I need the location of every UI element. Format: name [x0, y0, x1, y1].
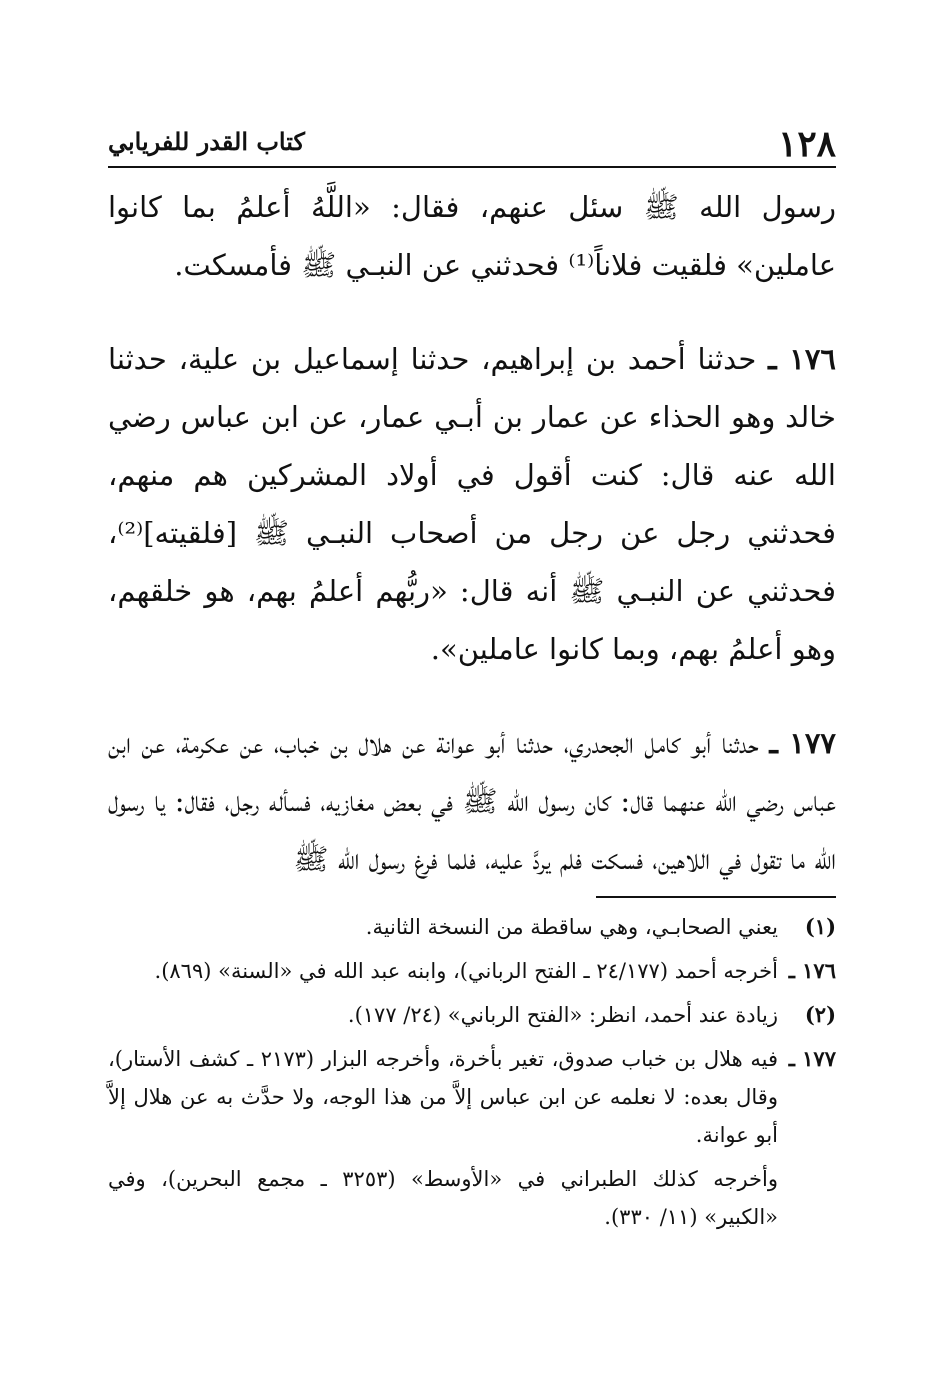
footnote-1 [108, 908, 836, 946]
hadith-number: ١٧٦ ـ [768, 342, 836, 376]
footnote-ref-177 [108, 1040, 836, 1154]
hadith-176 [108, 330, 836, 678]
footnote-continuation: وأخرجه كذلك الطبراني في «الأوسط» (٣٢٥٣ ـ مجمع البحرين)، وفي «الكبير» (١١/ ٣٣٠). [108, 1167, 779, 1229]
hadith-177 [108, 714, 836, 888]
hadith-text: حدثنا أحمد بن إبراهيم، حدثنا إسماعيل بن علية، حدثنا خالد وهو الحذاء عن عمار بن أبـي عمار، عن ابن عباس رضي الله عنه قال: كنت أقول في أولاد المشركين هم منهم، فحدثني رجل عن رجل من أصحاب النبـي ﷺ [فلقيته]⁽²⁾، فحدثني عن النبـي ﷺ أنه قال: «ربُّهم أعلمُ بهم، هو خلقهم، وهو أعلمُ بهم، وبما كانوا عاملين». [108, 342, 836, 666]
footnote-2 [108, 996, 836, 1034]
footnote-text: أخرجه أحمد (٢٤/١٧٧ ـ الفتح الرباني)، وابنه عبد الله في «السنة» (٨٦٩). [154, 959, 778, 983]
footnote-ref-176 [108, 952, 836, 990]
hadith-number: ١٧٧ ـ [769, 726, 837, 760]
footnote-text: يعني الصحابـي، وهي ساقطة من النسخة الثانية. [365, 915, 778, 939]
page-number: ١٢٨ [777, 123, 836, 165]
footnote-label: (١) [804, 914, 836, 939]
main-text [108, 178, 836, 888]
footnote-text: زيادة عند أحمد، انظر: «الفتح الرباني» (٢٤/ ١٧٧). [347, 1003, 778, 1027]
footnote-rule [596, 896, 836, 898]
page-header [108, 118, 836, 166]
hadith-text: حدثنا أبو كامل الجحدري، حدثنا أبو عوانة عن هلال بن خباب، عن عكرمة، عن ابن عباس رضي الله عنهما قال: كان رسول الله ﷺ في بعض مغازيه، فسأله رجل، فقال: يا رسول الله ما تقول في اللاهين، فسكت فلم يردَّ عليه، فلما فرغ رسول الله ﷺ [108, 726, 836, 876]
footnotes [108, 908, 836, 1242]
footnote-label: (٢) [804, 1002, 836, 1027]
continuation-paragraph: رسول الله ﷺ سئل عنهم، فقال: «اللَّهُ أعلمُ بما كانوا عاملين» فلقيت فلاناً⁽¹⁾ فحدثني عن النبـي ﷺ فأمسكت. [108, 190, 836, 282]
footnote-label: ١٧٦ ـ [788, 958, 836, 983]
footnote-text: فيه هلال بن خباب صدوق، تغير بأخرة، وأخرجه البزار (٢١٧٣ ـ كشف الأستار)، وقال بعده: لا نعلمه عن ابن عباس إلاَّ من هذا الوجه، ولا حدَّث به عن هلال إلاَّ أبو عوانة. [108, 1047, 779, 1147]
footnote-label: ١٧٧ ـ [788, 1046, 836, 1071]
header-rule [108, 166, 836, 168]
running-title: كتاب القدر للفريابي [108, 127, 305, 156]
